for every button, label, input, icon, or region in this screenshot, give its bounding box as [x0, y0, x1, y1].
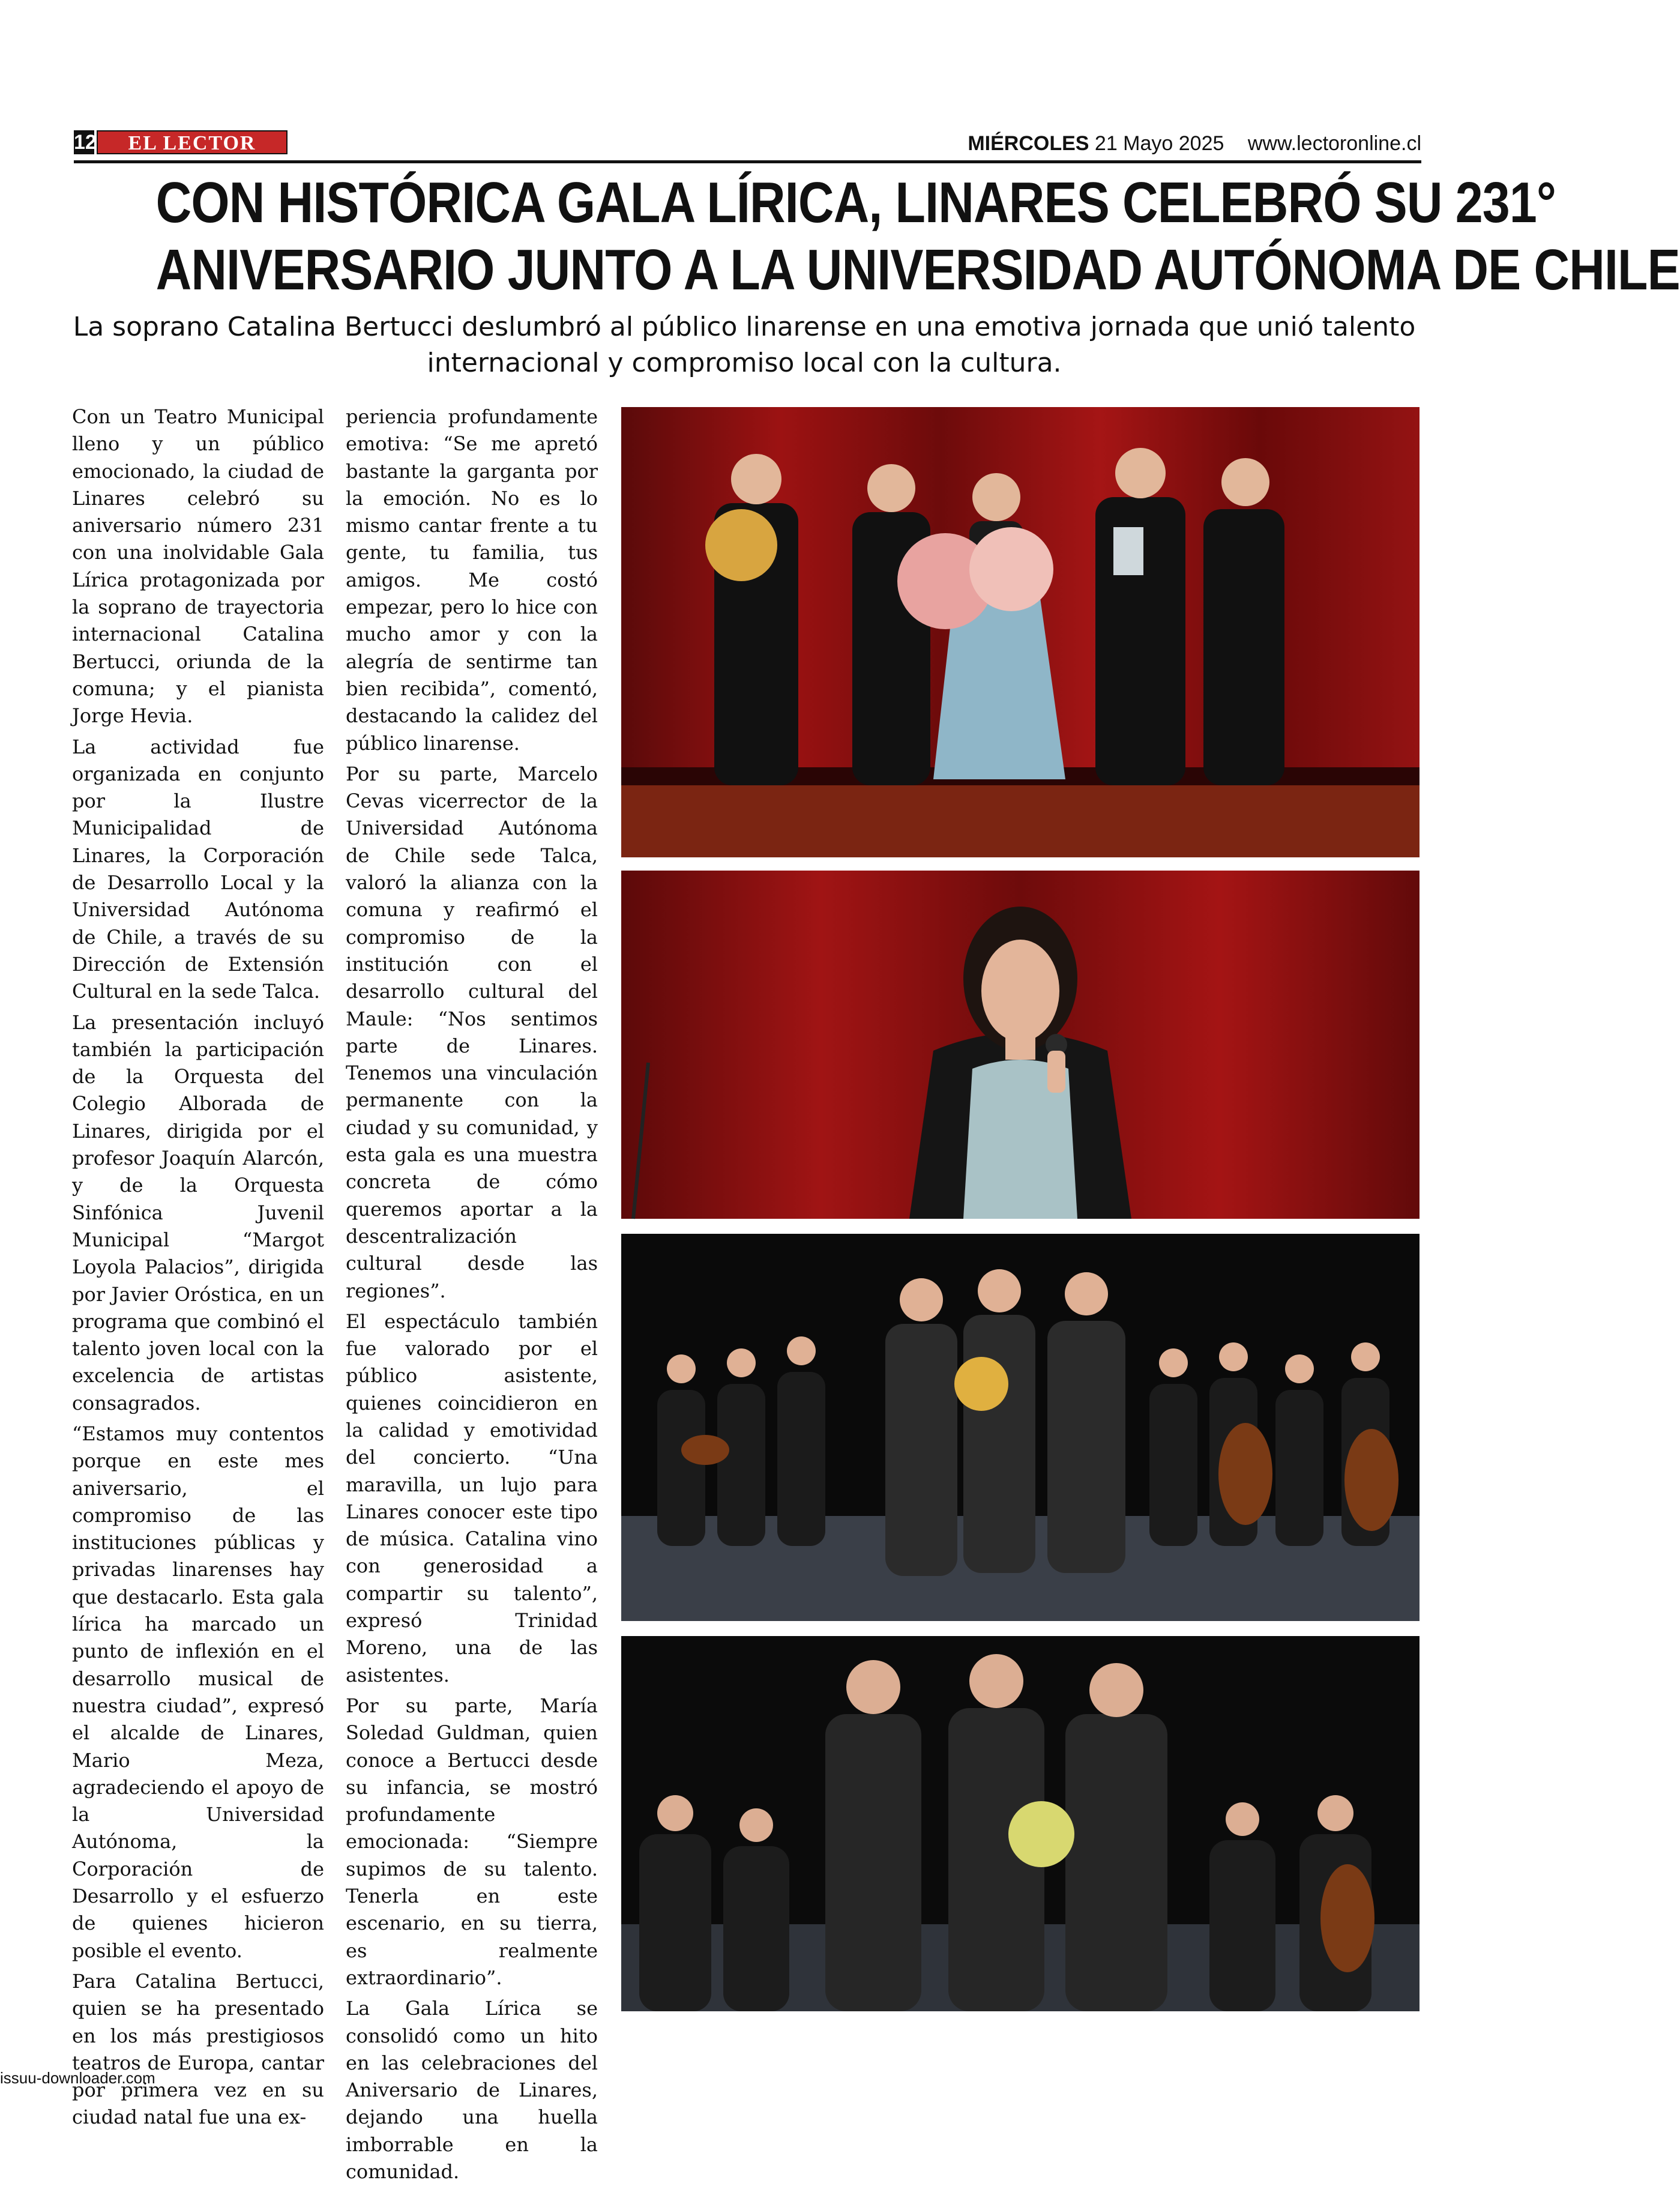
paragraph: periencia profundamente emotiva: “Se me apretó bastante la garganta por la emoción. No es lo mismo cantar frente a tu gente, tu familia, tus amigos. Me costó empezar, pero lo hice con mucho amor y con la alegría de sentirme tan bien recibida”, comentó, destacando la calidez del público linarense.: [346, 405, 598, 755]
photo-honorees-orchestra: [621, 1636, 1420, 2011]
paragraph: “Estamos muy contentos porque en este mes aniversario, el compromiso de las instituciones públicas y privadas linarenses hay que destacarlo. Esta gala lírica ha marcado un punto de inflexión en el desarrollo musical de nuestra ciudad”, expresó el alcalde de Linares, Mario Meza, agradeciendo el apoyo de la Universidad Autónoma, la Corporación de Desarrollo y el esfuerzo de quienes hicieron posible el evento.: [72, 1422, 324, 1962]
article-column-1: [72, 403, 324, 2135]
photo-stage-group: [621, 407, 1420, 857]
paragraph: Por su parte, Marcelo Cevas vicerrector de la Universidad Autónoma de Chile sede Talca, valoró la alianza con la comuna y reafirmó el compromiso de la institución con el desarrollo cultural del Maule: “Nos sentimos parte de Linares. Tenemos una vinculación permanente con la ciudad y su comunidad, y esta gala es una muestra concreta de cómo queremos aportar a la descentralización cultural desde las regiones”.: [346, 762, 598, 1302]
website-link[interactable]: www.lectoronline.cl: [1247, 132, 1421, 155]
dateline-date: 21 Mayo 2025: [1094, 132, 1224, 155]
photo-stage-group-illustration: [621, 407, 1420, 857]
headline-line-1: CON HISTÓRICA GALA LÍRICA, LINARES CELEBRÓ SU 231°: [155, 171, 1556, 235]
paragraph: Para Catalina Bertucci, quien se ha presentado en los más prestigiosos teatros de Europa, cantar por primera vez en su ciudad natal fue una ex-: [72, 1969, 324, 2129]
photo-soprano-illustration: [621, 871, 1420, 1219]
page-number: 12: [74, 131, 97, 154]
paragraph: Con un Teatro Municipal lleno y un público emocionado, la ciudad de Linares celebró su aniversario número 231 con una inolvidable Gala Lírica protagonizada por la soprano de trayectoria internacional Catalina Bertucci, oriunda de la comuna; y el pianista Jorge Hevia.: [72, 405, 324, 728]
page-header: [74, 129, 1421, 163]
headline-line-2: ANIVERSARIO JUNTO A LA UNIVERSIDAD AUTÓNOMA DE CHILE: [155, 238, 1680, 302]
newspaper-logo: EL LECTOR: [97, 130, 288, 154]
source-watermark: issuu-downloader.com: [0, 2069, 155, 2087]
paragraph: La Gala Lírica se consolidó como un hito en las celebraciones del Aniversario de Linares, dejando una huella imborrable en la comunidad.: [346, 1997, 598, 2183]
photo-orchestra-honorees: [621, 1234, 1420, 1621]
photo-honorees-illustration: [621, 1636, 1420, 2011]
paragraph: La presentación incluyó también la participación de la Orquesta del Colegio Alborada de Linares, dirigida por el profesor Joaquín Alarcón, y de la Orquesta Sinfónica Juvenil Municipal “Margot Loyola Palacios”, dirigida por Javier Oróstica, en un programa que combinó el talento joven local con la excelencia de artistas consagrados.: [72, 1010, 324, 1415]
article-subhead: La soprano Catalina Bertucci deslumbró al público linarense en una emotiva jornada que unió talento internacional y compromiso local con la cultura.: [73, 312, 1416, 378]
paragraph: El espectáculo también fue valorado por el público asistente, quienes coincidieron en la calidad y emotividad del concierto. “Una maravilla, un lujo para Linares conocer este tipo de música. Catalina vino con generosidad a compartir su talento”, expresó Trinidad Moreno, una de las asistentes.: [346, 1309, 598, 1686]
photo-soprano-microphone: [621, 871, 1420, 1219]
article-headline: [155, 169, 1680, 304]
article-column-2: [346, 403, 598, 2189]
photo-orchestra-illustration: [621, 1234, 1420, 1621]
paragraph: La actividad fue organizada en conjunto por la Ilustre Municipalidad de Linares, la Corporación de Desarrollo Local y la Universidad Autónoma de Chile, a través de su Dirección de Extensión Cultural en la sede Talca.: [72, 735, 324, 1003]
dateline: [968, 129, 1421, 158]
dateline-day: MIÉRCOLES: [968, 132, 1089, 155]
paragraph: Por su parte, María Soledad Guldman, quien conoce a Bertucci desde su infancia, se mostró profundamente emocionada: “Siempre supimos de su talento. Tenerla en este escenario, en su tierra, es realmente extraordinario”.: [346, 1694, 598, 1989]
